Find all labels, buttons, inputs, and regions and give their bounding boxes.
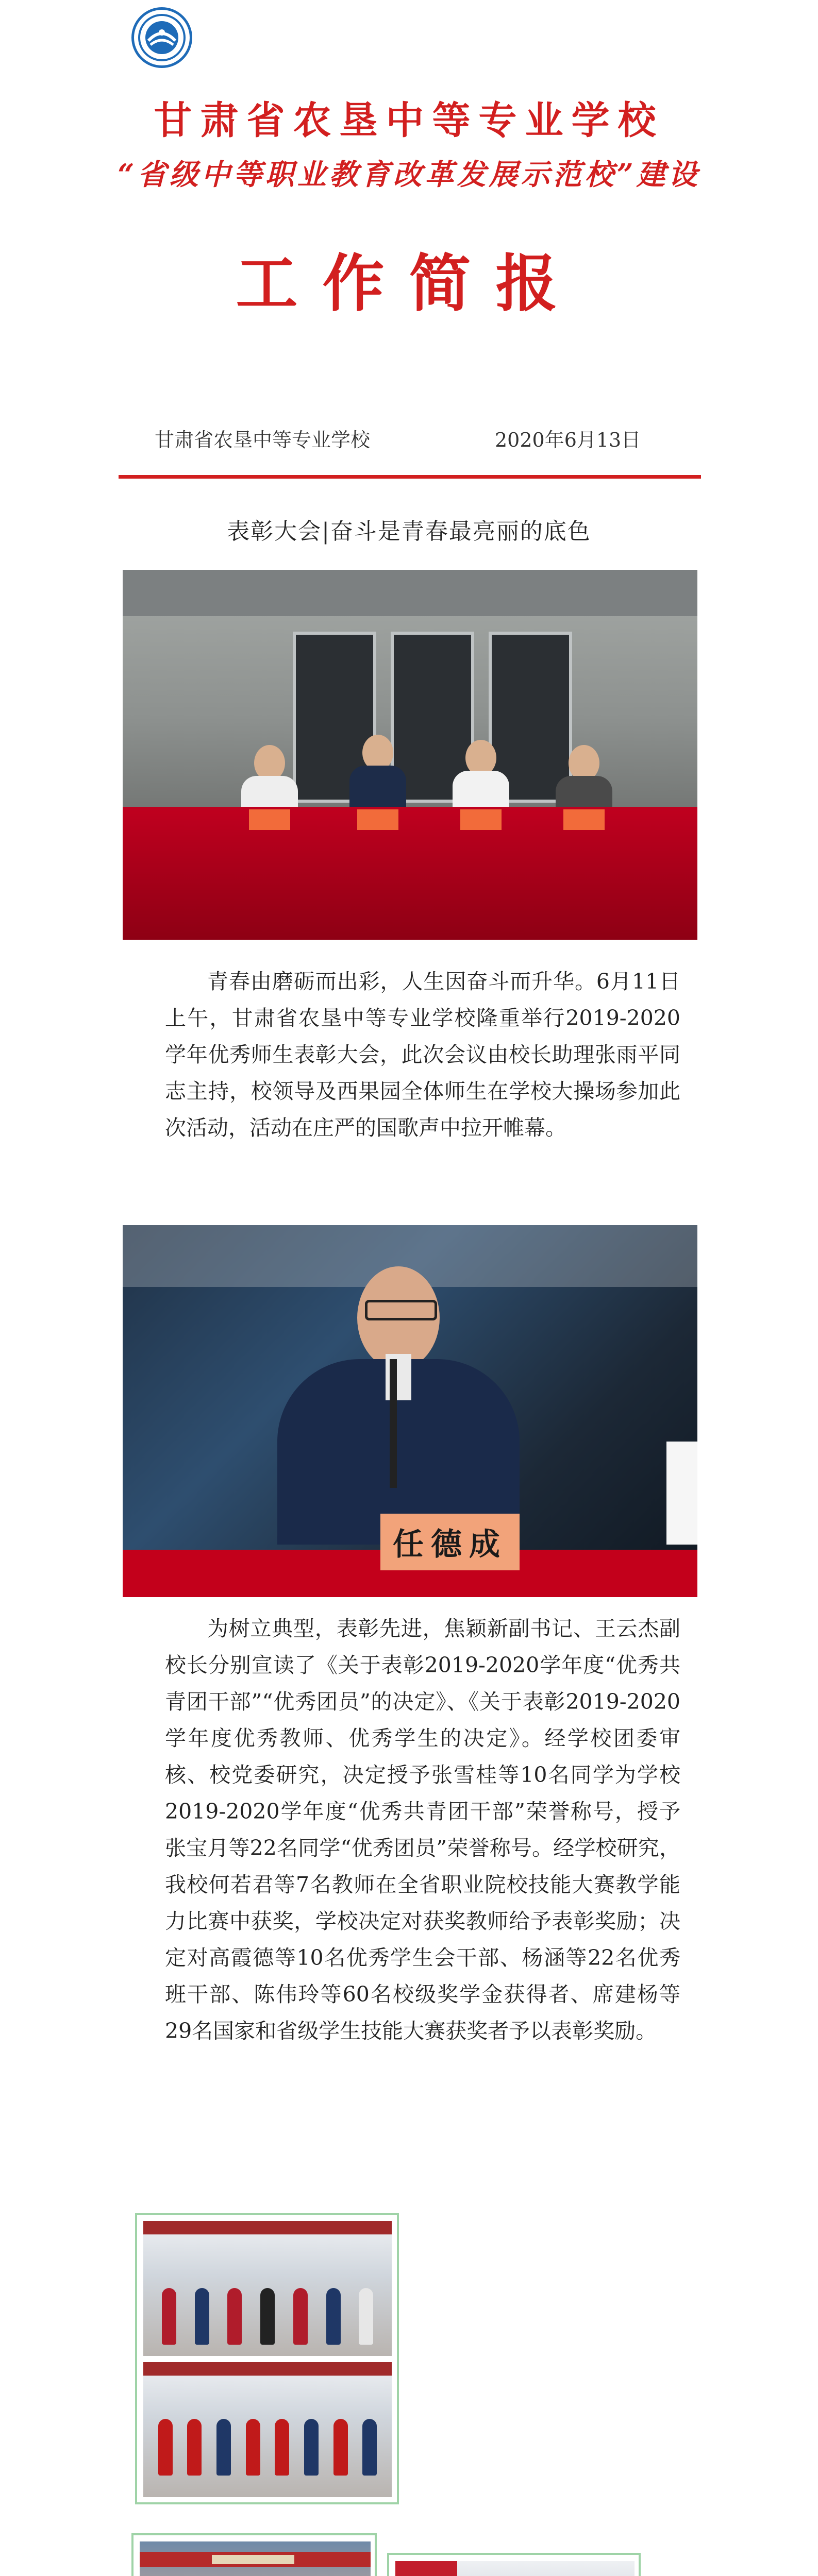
award-collage-frame-1 [135, 2213, 399, 2504]
award-photo-2 [143, 2362, 392, 2497]
principal-speech-photo [123, 1225, 697, 1597]
bulletin-source: 甘肃省农垦中等专业学校 [155, 429, 371, 451]
award-photo-1 [143, 2221, 392, 2356]
school-emblem-icon [131, 7, 192, 68]
award-collage-frame-2 [131, 2533, 377, 2576]
program-slogan: “省级中等职业教育改革发展示范校”建设 [118, 158, 700, 192]
article-subhead: 表彰大会|奋斗是青春最亮丽的底色 [227, 518, 591, 545]
award-photo-5 [395, 2561, 635, 2576]
speaker-nameplate: 任德成 [380, 1514, 520, 1570]
article-paragraph-2: 为树立典型，表彰先进，焦颖新副书记、王云杰副校长分别宣读了《关于表彰2019-2020学年度“优秀共青团干部”“优秀团员”的决定》、《关于表彰2019-2020学年度优秀教师、优秀学生的决定》。经学校团委审核、校党委研究，决定授予张雪桂等10名同学为学校2019-2020学年度“优秀共青团干部”荣誉称号，授予张宝月等22名同学“优秀团员”荣誉称号。经学校研究，我校何若君等7名教师在全省职业院校技能大赛教学能力比赛中获奖，学校决定对获奖教师给予表彰奖励；决定对高霞德等10名优秀学生会干部、杨涵等22名优秀班干部、陈伟玲等60名校级奖学金获得者、席建杨等29名国家和省级学生技能大赛获奖者予以表彰奖励。 [165, 1616, 680, 2043]
header-divider [119, 475, 701, 479]
bulletin-date: 2020年6月13日 [495, 429, 641, 451]
school-name: 甘肃省农垦中等专业学校 [154, 98, 664, 143]
bulletin-title: 工作简报 [236, 247, 582, 320]
award-collage-frame-3 [387, 2553, 641, 2576]
ceremony-stage-photo [123, 570, 697, 940]
article-paragraph-1: 青春由磨砺而出彩，人生因奋斗而升华。6月11日上午，甘肃省农垦中等专业学校隆重举行2019-2020学年优秀师生表彰大会，此次会议由校长助理张雨平同志主持，校领导及西果园全体师生在学校大操场参加此次活动，活动在庄严的国歌声中拉开帷幕。 [165, 969, 680, 1140]
award-photo-3 [140, 2541, 371, 2576]
